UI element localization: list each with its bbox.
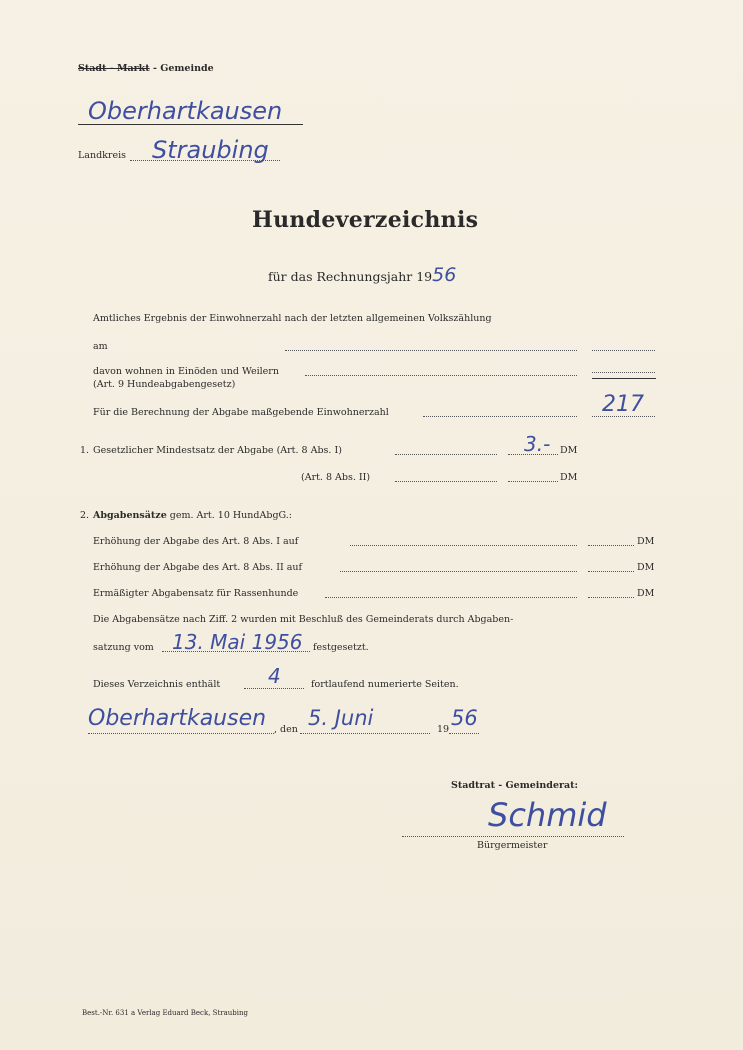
section1-dots2 <box>395 481 497 482</box>
section1-number: 1. <box>80 445 90 456</box>
section1-value2-dots <box>508 481 558 482</box>
einoeden-line1: davon wohnen in Einöden und Weilern <box>93 366 279 377</box>
section1-currency2: DM <box>560 472 578 483</box>
section2-row3: Ermäßigter Abgabensatz für Rassenhunde <box>93 588 299 599</box>
publisher-footer: Best.-Nr. 631 a Verlag Eduard Beck, Straubing <box>82 1009 249 1017</box>
section2-row2-dots <box>340 571 577 572</box>
section2-row2-value-dots <box>588 571 634 572</box>
einoeden-sum-rule <box>592 378 656 379</box>
district-label: Landkreis <box>78 150 127 161</box>
resolution-date: 13. Mai 1956 <box>172 630 303 654</box>
section1-label: Gesetzlicher Mindestsatz der Abgabe (Art. 8 Abs. I) <box>93 445 342 456</box>
place-year: 56 <box>451 706 478 730</box>
einoeden-line2: (Art. 9 Hundeabgabengesetz) <box>93 379 236 390</box>
section2-row3-value-dots <box>588 597 634 598</box>
section2-row1-value-dots <box>588 545 634 546</box>
section2-row2: Erhöhung der Abgabe des Art. 8 Abs. II auf <box>93 562 303 573</box>
council-label: Stadtrat - Gemeinderat: <box>451 780 579 791</box>
section1-value: 3.- <box>524 432 551 456</box>
pages-count: 4 <box>268 664 281 688</box>
place-den: , den <box>274 724 298 735</box>
basis-dots <box>423 416 577 417</box>
resolution-date-dots <box>162 651 310 652</box>
section2-row3-dots <box>325 597 577 598</box>
section2-heading-rest: gem. Art. 10 HundAbgG.: <box>169 510 292 521</box>
section2-number: 2. <box>80 510 90 521</box>
resolution-suffix: festgesetzt. <box>313 642 369 653</box>
resolution-line1: Die Abgabensätze nach Ziff. 2 wurden mit Beschluß des Gemeinderats durch Abgaben- <box>93 614 514 625</box>
section2-row1-currency: DM <box>637 536 655 547</box>
pages-suffix: fortlaufend numerierte Seiten. <box>311 679 459 690</box>
municipality-type-struck: Stadt - Markt <box>78 63 150 74</box>
place-date: 5. Juni <box>308 706 374 730</box>
place-dots <box>88 733 274 734</box>
basis-value: 217 <box>602 392 644 417</box>
municipality-type-line <box>78 63 214 74</box>
signature-dots <box>402 836 624 837</box>
basis-value-dots <box>592 416 655 417</box>
section2-row2-currency: DM <box>637 562 655 573</box>
place-date-dots <box>300 733 430 734</box>
section2-heading <box>93 510 292 521</box>
signature-role: Bürgermeister <box>477 840 548 851</box>
place-name: Oberhartkausen <box>88 706 267 731</box>
section2-heading-bold: Abgabensätze <box>93 510 167 521</box>
census-am-label: am <box>93 341 108 352</box>
place-year-prefix: 19 <box>437 724 450 735</box>
section1-value-dots <box>508 454 558 455</box>
document-title: Hundeverzeichnis <box>252 207 479 233</box>
section2-row1: Erhöhung der Abgabe des Art. 8 Abs. I auf <box>93 536 299 547</box>
basis-label: Für die Berechnung der Abgabe maßgebende Einwohnerzahl <box>93 407 389 418</box>
district-name: Straubing <box>152 136 269 164</box>
subtitle-year: 56 <box>432 264 457 286</box>
municipality-name: Oberhartkausen <box>88 97 283 125</box>
census-am-dots <box>285 350 577 351</box>
pages-prefix: Dieses Verzeichnis enthält <box>93 679 221 690</box>
municipality-type-suffix: - Gemeinde <box>152 63 214 74</box>
place-year-dots <box>449 733 479 734</box>
section1-dots <box>395 454 497 455</box>
census-intro: Amtliches Ergebnis der Einwohnerzahl nach der letzten allgemeinen Volkszählung <box>93 313 492 324</box>
section1-currency: DM <box>560 445 578 456</box>
section1-label2: (Art. 8 Abs. II) <box>301 472 371 483</box>
subtitle-prefix: für das Rechnungsjahr 19 <box>268 269 433 284</box>
einoeden-value-dots <box>592 372 655 373</box>
census-am-value-dots <box>592 350 655 351</box>
einoeden-dots <box>305 375 577 376</box>
municipality-underline <box>78 124 303 125</box>
pages-count-dots <box>244 688 304 689</box>
section2-row3-currency: DM <box>637 588 655 599</box>
section2-row1-dots <box>350 545 577 546</box>
resolution-prefix: satzung vom <box>93 642 154 653</box>
signature: Schmid <box>488 796 607 834</box>
district-dots <box>130 160 280 161</box>
subtitle <box>268 264 456 286</box>
